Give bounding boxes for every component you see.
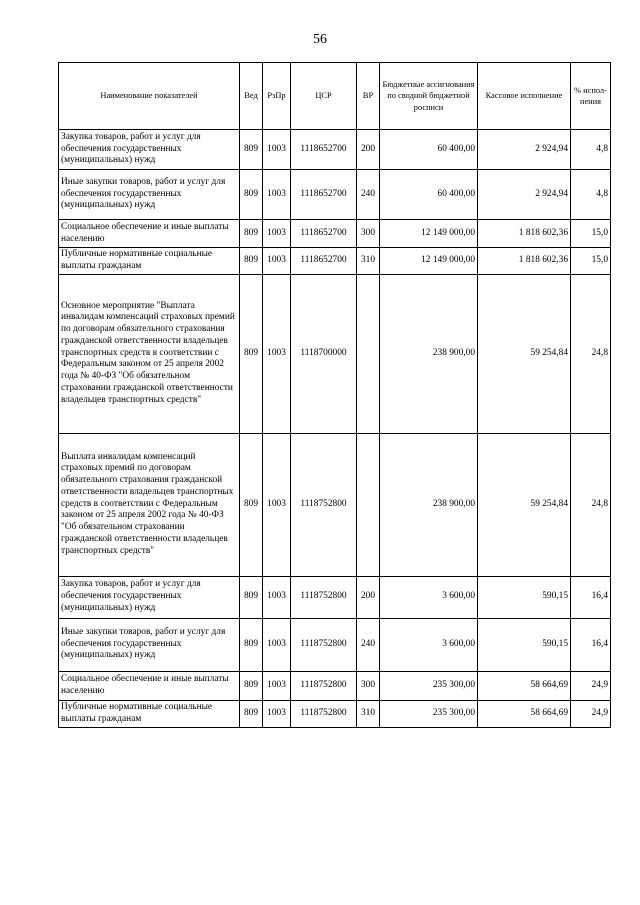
row-rzpr: 1003 [263,274,291,433]
row-rzpr: 1003 [263,248,291,275]
row-budget: 235 300,00 [380,671,478,700]
row-vr: 300 [357,671,380,700]
row-pct: 4,8 [571,170,611,220]
table-header-row [59,63,611,130]
row-ved: 809 [240,220,263,248]
row-vr: 200 [357,576,380,618]
table-row [59,576,611,618]
row-cash: 58 664,69 [478,671,571,700]
row-pct: 15,0 [571,220,611,248]
row-ved: 809 [240,274,263,433]
table-row [59,700,611,727]
row-name: Социальное обеспечение и иные выплаты населению [59,671,240,700]
header-name: Наименование показателей [59,63,240,130]
row-csr: 1118700000 [291,274,357,433]
budget-execution-table [58,62,611,728]
header-budget: Бюджетные ассигнования по сводной бюджетной росписи [380,63,478,130]
row-vr: 310 [357,248,380,275]
row-vr: 200 [357,130,380,170]
row-cash: 1 818 602,36 [478,248,571,275]
row-budget: 3 600,00 [380,618,478,671]
row-cash: 590,15 [478,576,571,618]
header-pct: % испол-нения [571,63,611,130]
header-cash: Кассовое исполнение [478,63,571,130]
row-budget: 60 400,00 [380,130,478,170]
table-row [59,618,611,671]
row-csr: 1118652700 [291,170,357,220]
row-pct: 16,4 [571,576,611,618]
row-budget: 238 900,00 [380,433,478,576]
row-name: Иные закупки товаров, работ и услуг для обеспечения государственных (муниципальных) нужд [59,170,240,220]
row-ved: 809 [240,671,263,700]
row-rzpr: 1003 [263,130,291,170]
row-pct: 16,4 [571,618,611,671]
row-ved: 809 [240,576,263,618]
table-row [59,671,611,700]
row-name: Выплата инвалидам компенсаций страховых премий по договорам обязательного страхования гражданской ответственности владельцев транспортных средств в соответствии с Федеральным законом от 25 апреля 2002 года № 40-ФЗ "Об обязательном страховании гражданской ответственности владельцев транспортных средств" [59,433,240,576]
page-number: 56 [313,32,327,47]
table-row [59,274,611,433]
row-ved: 809 [240,170,263,220]
row-cash: 590,15 [478,618,571,671]
row-budget: 235 300,00 [380,700,478,727]
row-name: Основное мероприятие "Выплата инвалидам компенсаций страховых премий по договорам обязательного страхования гражданской ответственности владельцев транспортных средств в соответствии с Федеральным законом от 25 апреля 2002 года № 40-ФЗ "Об обязательном страховании гражданской ответственности владельцев транспортных средств" [59,274,240,433]
table-row [59,220,611,248]
row-name: Публичные нормативные социальные выплаты гражданам [59,248,240,275]
row-name: Закупка товаров, работ и услуг для обеспечения государственных (муниципальных) нужд [59,130,240,170]
table-row [59,248,611,275]
row-budget: 238 900,00 [380,274,478,433]
row-rzpr: 1003 [263,433,291,576]
row-vr: 240 [357,618,380,671]
row-cash: 58 664,69 [478,700,571,727]
row-rzpr: 1003 [263,671,291,700]
row-pct: 24,8 [571,433,611,576]
row-name: Социальное обеспечение и иные выплаты населению [59,220,240,248]
header-vr: ВР [357,63,380,130]
row-csr: 1118752800 [291,618,357,671]
row-name: Закупка товаров, работ и услуг для обеспечения государственных (муниципальных) нужд [59,576,240,618]
row-csr: 1118652700 [291,130,357,170]
row-name: Иные закупки товаров, работ и услуг для обеспечения государственных (муниципальных) нужд [59,618,240,671]
row-rzpr: 1003 [263,576,291,618]
header-rzpr: РзПр [263,63,291,130]
row-vr [357,274,380,433]
row-rzpr: 1003 [263,170,291,220]
row-budget: 60 400,00 [380,170,478,220]
row-rzpr: 1003 [263,700,291,727]
row-pct: 24,9 [571,700,611,727]
row-csr: 1118752800 [291,700,357,727]
row-csr: 1118652700 [291,220,357,248]
row-cash: 59 254,84 [478,433,571,576]
row-budget: 3 600,00 [380,576,478,618]
row-rzpr: 1003 [263,220,291,248]
table-row [59,130,611,170]
row-csr: 1118652700 [291,248,357,275]
row-csr: 1118752800 [291,433,357,576]
row-ved: 809 [240,130,263,170]
row-cash: 1 818 602,36 [478,220,571,248]
row-name: Публичные нормативные социальные выплаты гражданам [59,700,240,727]
row-pct: 4,8 [571,130,611,170]
header-csr: ЦСР [291,63,357,130]
row-ved: 809 [240,248,263,275]
row-vr: 240 [357,170,380,220]
row-ved: 809 [240,618,263,671]
row-csr: 1118752800 [291,576,357,618]
row-cash: 59 254,84 [478,274,571,433]
row-ved: 809 [240,433,263,576]
row-pct: 15,0 [571,248,611,275]
header-ved: Вед [240,63,263,130]
row-budget: 12 149 000,00 [380,248,478,275]
row-vr [357,433,380,576]
row-pct: 24,8 [571,274,611,433]
row-csr: 1118752800 [291,671,357,700]
row-vr: 310 [357,700,380,727]
row-rzpr: 1003 [263,618,291,671]
row-ved: 809 [240,700,263,727]
row-cash: 2 924,94 [478,130,571,170]
table-row [59,433,611,576]
row-pct: 24,9 [571,671,611,700]
table-row [59,170,611,220]
row-budget: 12 149 000,00 [380,220,478,248]
row-vr: 300 [357,220,380,248]
row-cash: 2 924,94 [478,170,571,220]
